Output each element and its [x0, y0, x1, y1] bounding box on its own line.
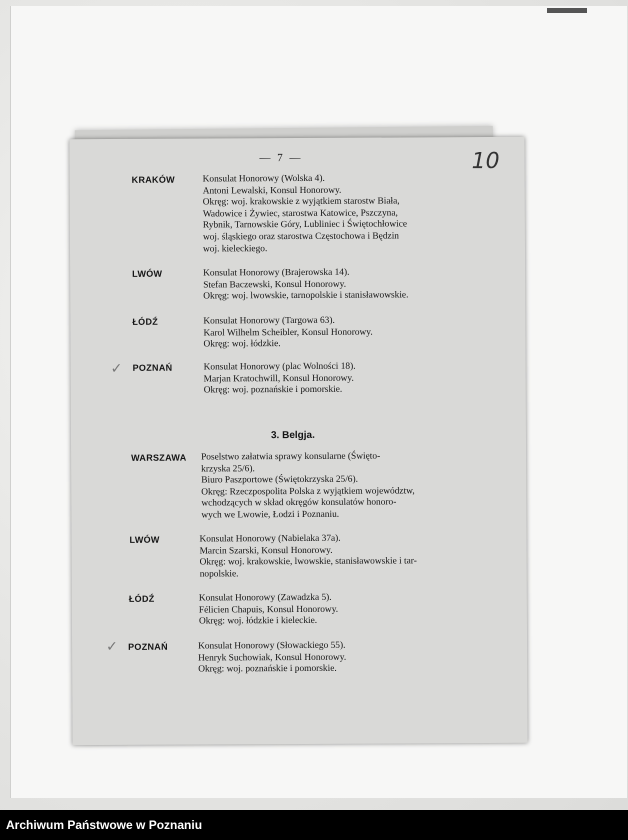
consulate-entry-poznan	[81, 361, 521, 396]
entry-line: Okręg: woj. poznańskie i pomorskie.	[198, 663, 337, 675]
entry-line: Henryk Suchowiak, Konsul Honorowy.	[198, 652, 347, 664]
entry-line: Konsulat Honorowy (Nabielaka 37a).	[199, 533, 341, 545]
entry-body	[199, 533, 511, 581]
entry-line: Konsulat Honorowy (Słowackiego 55).	[198, 640, 346, 652]
entry-line: Okręg: woj. poznańskie i pomorskie.	[203, 384, 343, 396]
entry-line: Konsulat Honorowy (plac Wolności 18).	[203, 361, 356, 373]
entry-line: Rybnik, Tarnowskie Góry, Lubliniec i Świętochłowice	[202, 219, 408, 231]
entry-line: Stefan Baczewski, Konsul Honorowy.	[203, 279, 347, 291]
archive-footer-bar	[0, 810, 628, 840]
entry-line: Okręg: woj. krakowskie, lwowskie, stanisławowskie i tar-	[199, 556, 417, 568]
entry-line: Konsulat Honorowy (Targowa 63).	[203, 315, 335, 327]
archive-name: Archiwum Państwowe w Poznaniu	[6, 818, 203, 832]
city-name: LWÓW	[129, 534, 160, 545]
entry-body	[204, 361, 516, 397]
entry-line: Félicien Chapuis, Konsul Honorowy.	[198, 604, 339, 616]
folder-clip	[547, 8, 587, 13]
entry-line: Okręg: woj. krakowskie z wyjątkiem starostw Biała,	[202, 196, 400, 208]
entry-line: krzyska 25/6).	[201, 463, 255, 475]
city-name: LWÓW	[132, 268, 163, 279]
entry-line: Konsulat Honorowy (Brajerowska 14).	[203, 267, 350, 279]
entry-line: Antoni Lewalski, Konsul Honorowy.	[202, 185, 342, 197]
entry-line: nopolskie.	[199, 569, 239, 580]
document-page	[69, 137, 527, 745]
entry-line: Poselstwo załatwia sprawy konsularne (Święto-	[201, 451, 381, 463]
city-name: POZNAŃ	[128, 641, 168, 652]
entry-line: woj. śląskiego oraz starostwa Częstochowa i Będzin	[202, 231, 400, 243]
city-name: POZNAŃ	[132, 362, 173, 373]
entry-line: Okręg: woj. lwowskie, tarnopolskie i stanisławowskie.	[203, 290, 409, 302]
entry-line: Marjan Kratochwill, Konsul Honorowy.	[203, 373, 354, 385]
entry-body	[198, 640, 510, 676]
consulate-entry-krakow	[80, 173, 520, 255]
consulate-entry-lodz	[82, 592, 522, 627]
handwritten-folio-number: 10	[471, 148, 500, 175]
consulate-entry-poznan	[82, 640, 522, 675]
consulate-entry-lodz	[80, 315, 520, 350]
entry-line: Konsulat Honorowy (Wolska 4).	[202, 173, 325, 185]
entry-line: Biuro Paszportowe (Świętokrzyska 25/6).	[201, 474, 358, 486]
entry-line: Karol Wilhelm Scheibler, Konsul Honorowy.	[203, 327, 373, 339]
consulate-entry-lwow	[80, 267, 520, 302]
entry-line: Konsulat Honorowy (Zawadzka 5).	[198, 592, 332, 604]
city-name: KRAKÓW	[131, 174, 175, 185]
entry-line: Okręg: Rzeczpospolita Polska z wyjątkiem województw,	[201, 486, 415, 498]
pencil-check-mark-icon: ✓	[106, 639, 118, 656]
section-heading: 3. Belgja.	[270, 429, 315, 442]
entry-line: Wadowice i Żywiec, starostwa Katowice, Pszczyna,	[202, 208, 398, 220]
entry-body	[199, 592, 511, 628]
entry-line: Okręg: woj. łódzkie.	[203, 339, 281, 350]
entry-body	[203, 315, 515, 351]
pencil-check-mark-icon: ✓	[110, 361, 123, 377]
entry-line: woj. kieleckiego.	[202, 243, 268, 255]
city-name: ŁÓDŹ	[128, 593, 155, 604]
consulate-entry-lwow	[81, 533, 521, 580]
entry-line: Okręg: woj. łódzkie i kieleckie.	[198, 616, 318, 627]
city-name: ŁÓDŹ	[132, 316, 159, 327]
entry-line: Marcin Szarski, Konsul Honorowy.	[199, 545, 333, 557]
entry-line: wych we Lwowie, Łodzi i Poznaniu.	[201, 509, 340, 521]
entry-body	[203, 173, 515, 256]
entry-line: wchodzących w skład okręgów konsulatów honoro-	[201, 497, 397, 509]
consulate-entry-warszawa	[81, 451, 521, 521]
city-name: WARSZAWA	[131, 452, 187, 463]
entry-body	[203, 267, 515, 303]
entry-body	[201, 451, 513, 522]
page-number: — 7 —	[259, 151, 303, 165]
